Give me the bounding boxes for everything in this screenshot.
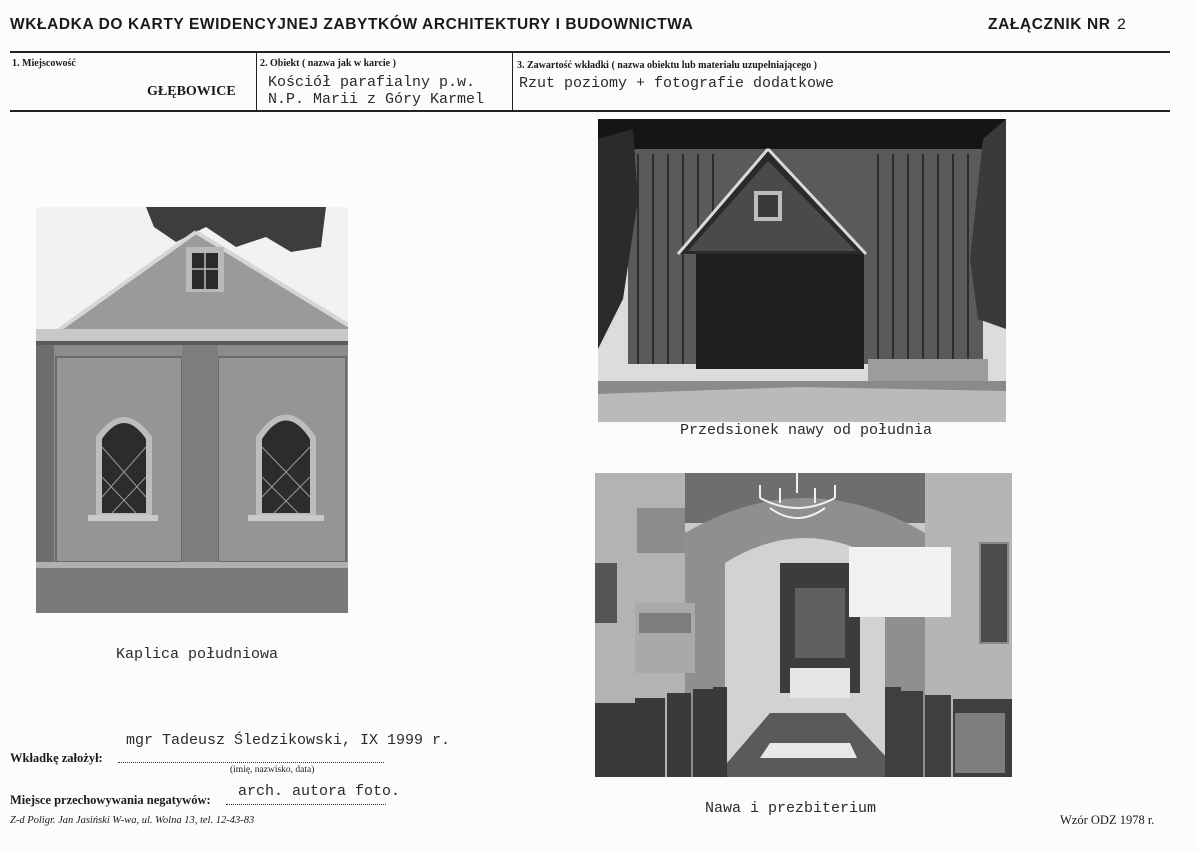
header-bottom-rule: [10, 110, 1170, 112]
founder-value: mgr Tadeusz Śledzikowski, IX 1999 r.: [126, 732, 451, 749]
caption-porch: Przedsionek nawy od południa: [680, 422, 933, 439]
object-label: [260, 58, 396, 69]
photo-porch: [598, 119, 1006, 422]
photo-south-chapel: [36, 207, 348, 613]
caption-nave: Nawa i prezbiterium: [705, 800, 877, 817]
locality-value: GŁĘBOWICE: [147, 84, 236, 99]
content-value: Rzut poziomy + fotografie dodatkowe: [519, 75, 835, 92]
field-divider-1: [256, 52, 257, 110]
founder-hint: (imię, nazwisko, data): [230, 765, 315, 775]
negatives-label: Miejsce przechowywania negatywów:: [10, 793, 211, 807]
negatives-value: arch. autora foto.: [238, 783, 401, 800]
field-divider-2: [512, 52, 513, 110]
photo-nave: [595, 473, 1012, 777]
locality-label: 1. Miejscowość: [12, 58, 76, 69]
content-label-note: ( nazwa obiektu lub materiału uzupełniającego ): [611, 60, 818, 71]
photo-south-chapel-image: [36, 207, 348, 613]
photo-porch-image: [598, 119, 1006, 422]
printer-note: Z-d Poligr. Jan Jasiński W-wa, ul. Wolna 13, tel. 12-43-83: [10, 815, 255, 826]
content-label-text: 3. Zawartość wkładki: [517, 60, 609, 71]
founder-dotted-line: [118, 750, 384, 763]
founder-label: Wkładkę założył:: [10, 751, 103, 765]
annex-label: [988, 16, 1127, 34]
object-label-note: ( nazwa jak w karcie ): [301, 58, 396, 69]
header-top-rule: [10, 51, 1170, 53]
annex-label-text: ZAŁĄCZNIK NR: [988, 16, 1111, 33]
object-value-line1: Kościół parafialny p.w.: [268, 74, 476, 91]
form-version: Wzór ODZ 1978 r.: [1060, 813, 1155, 827]
content-label: [517, 60, 817, 71]
photo-nave-image: [595, 473, 1012, 777]
negatives-dotted-line: [226, 792, 386, 805]
caption-south-chapel: Kaplica południowa: [116, 646, 279, 663]
object-label-text: 2. Obiekt: [260, 58, 300, 69]
annex-number: 2: [1116, 16, 1127, 34]
object-value-line2: N.P. Marii z Góry Karmel: [268, 91, 485, 108]
form-title: WKŁADKA DO KARTY EWIDENCYJNEJ ZABYTKÓW ARCHITEKTURY I BUDOWNICTWA: [10, 16, 694, 33]
